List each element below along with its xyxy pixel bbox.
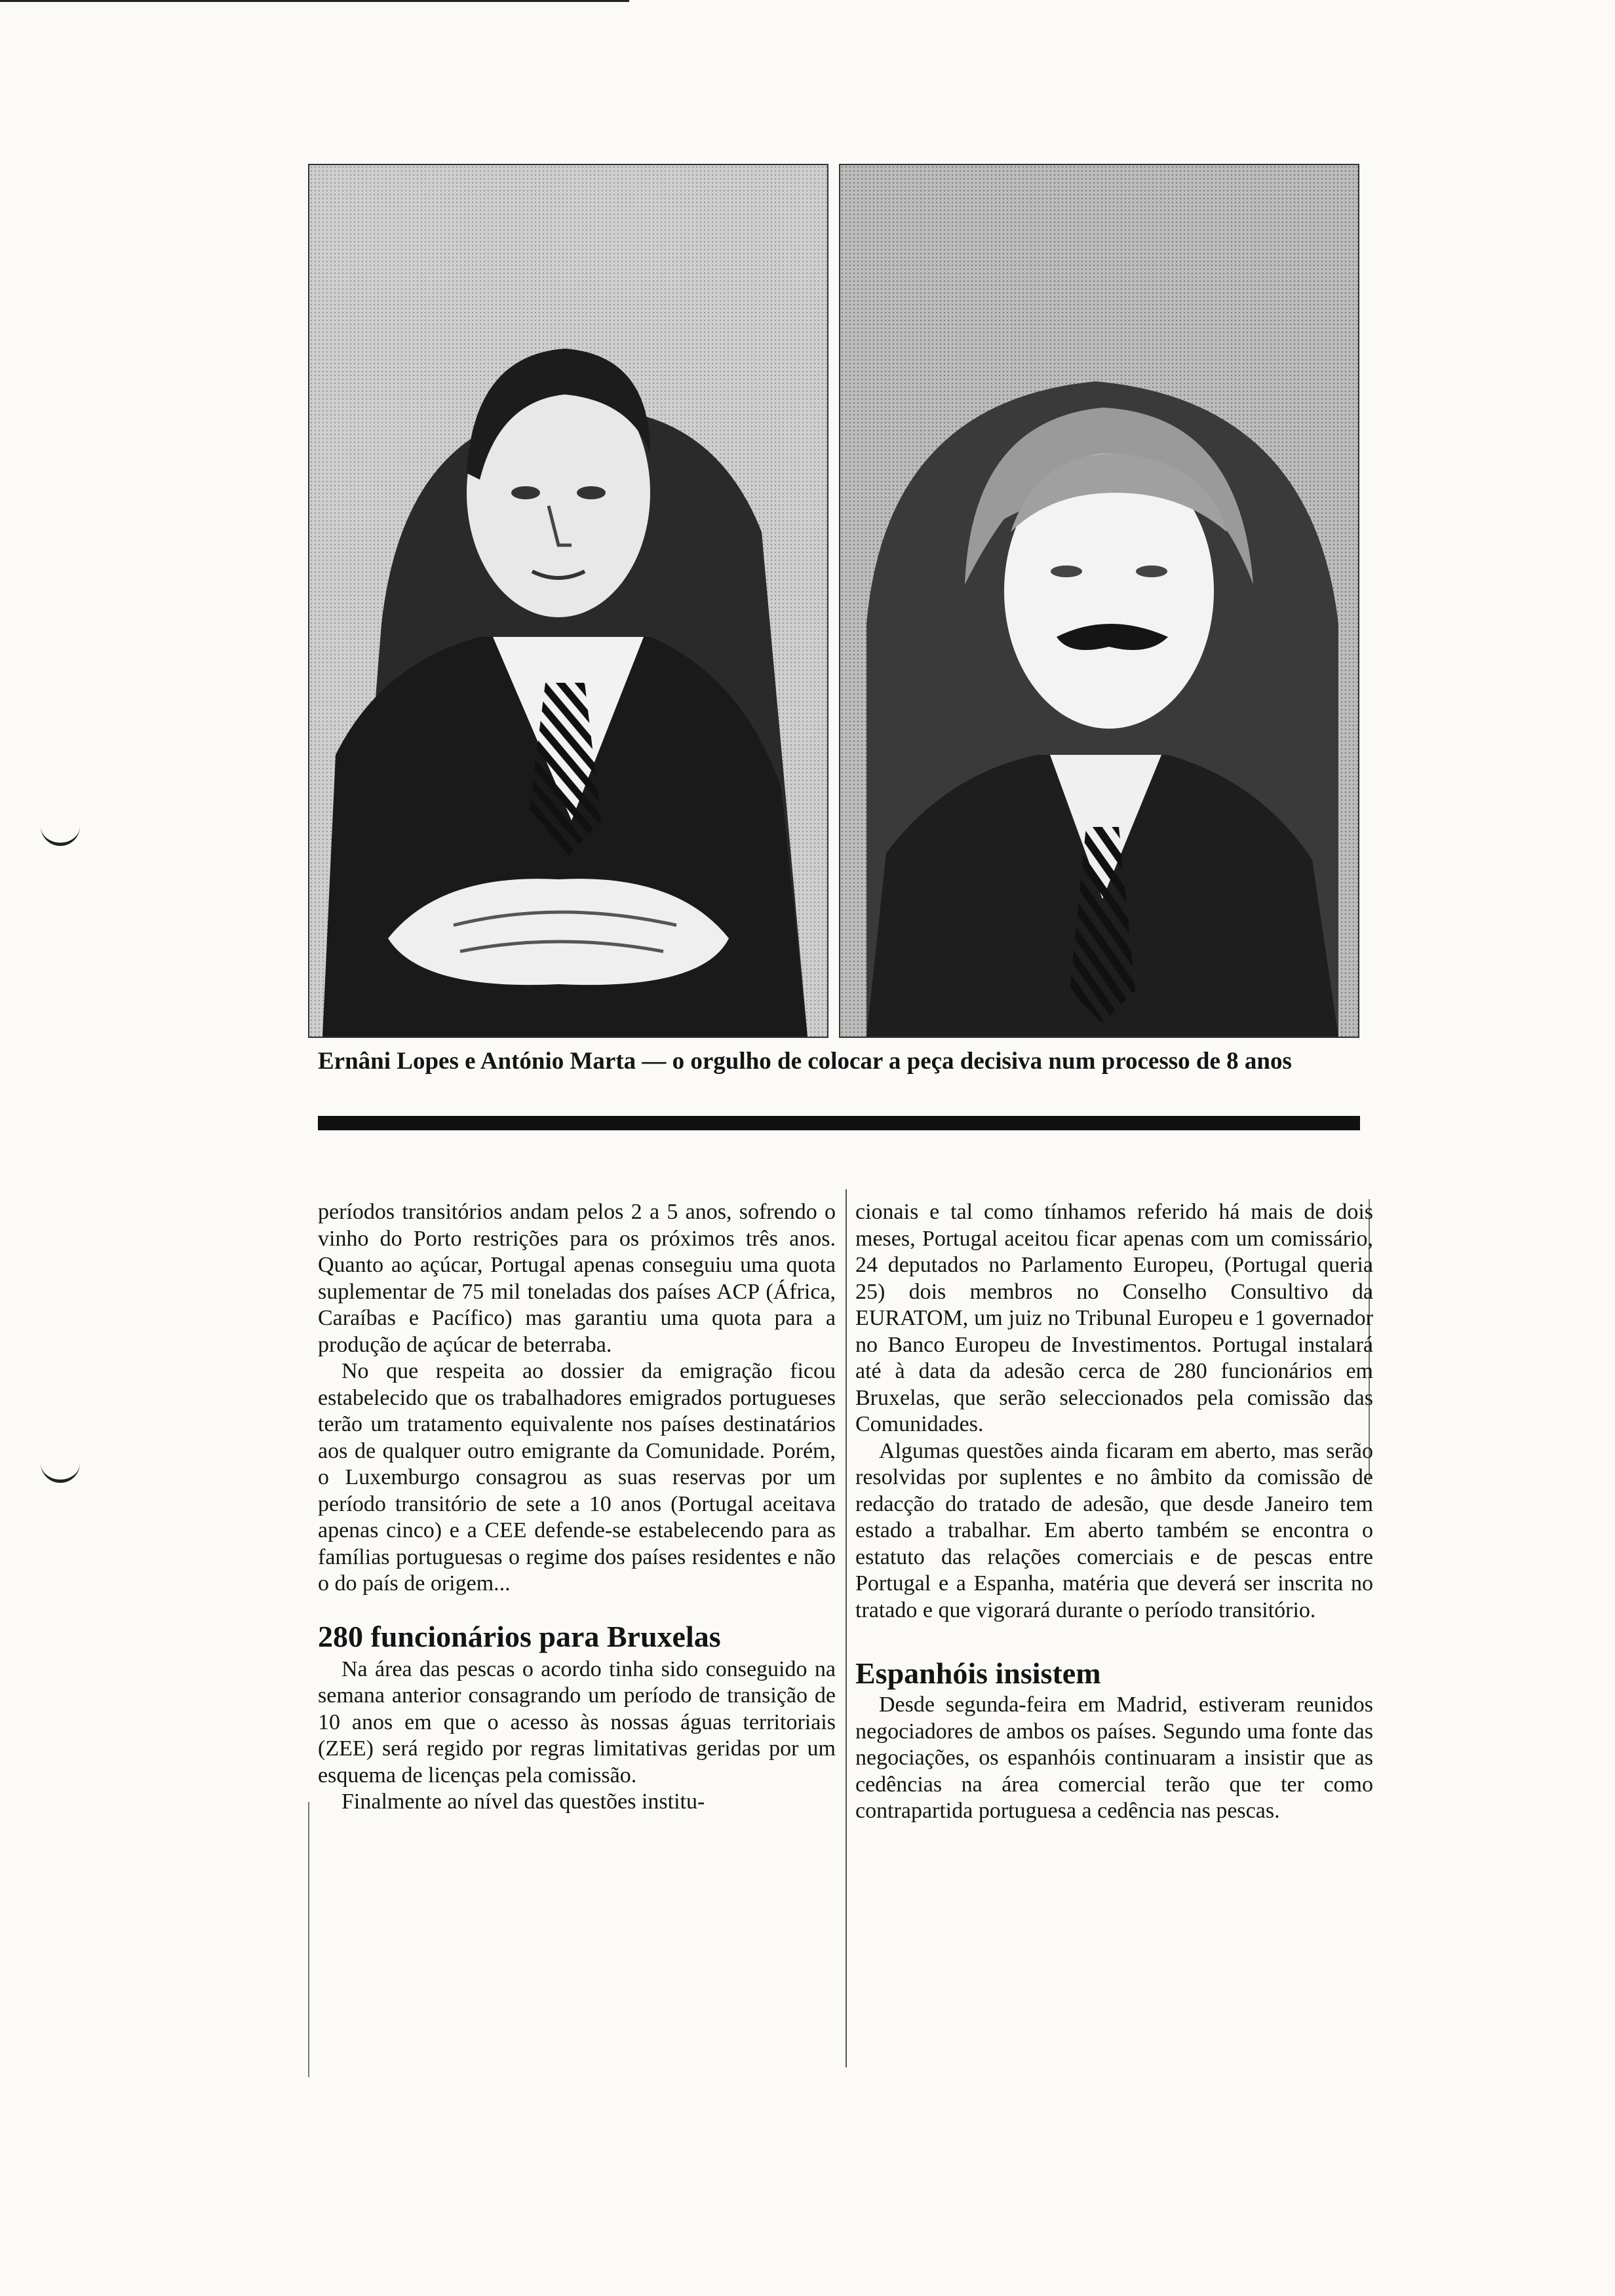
paragraph: Algumas questões ainda ficaram em aberto, mas serão resolvidas por suplentes e no âmbito da comissão de redacção do tratado de adesão, que desde Janeiro tem estado a trabalhar. Em aberto também se encontra o estatuto das relações comerciais e de pescas entre Portugal e a Espanha, matéria que deverá ser inscrita no tratado e que vigorará durante o período transitório.: [855, 1438, 1373, 1622]
paragraph: cionais e tal como tínhamos referido há mais de dois meses, Portugal aceitou ficar apenas com um comissário, 24 deputados no Parlamento Europeu, (Portugal queria 25) dois membros no Conselho Consultivo da EURATOM, um juiz no Tribunal Europeu e 1 governador no Banco Europeu de Investimentos. Portugal instalará até à data da adesão cerca de 280 funcionários em Bruxelas, que serão seleccionados pela comissão das Comunidades.: [855, 1200, 1373, 1436]
paragraph: Finalmente ao nível das questões institu-: [341, 1789, 705, 1814]
photo-antonio-marta: [839, 164, 1359, 1038]
hole-punch-mark-upper: [41, 824, 80, 846]
paragraph: Desde segunda-feira em Madrid, estiveram reunidos negociadores de ambos os países. Segundo uma fonte das negociações, os espanhóis continuaram a insistir que as cedências na área comercial terão que ter como contrapartida portuguesa a cedência nas pescas.: [855, 1693, 1373, 1823]
photo-ernani-lopes: [308, 164, 828, 1038]
paragraph: No que respeita ao dossier da emigração ficou estabelecido que os trabalhadores emigrados portugueses terão um tratamento equivalente nos países destinatários aos de qualquer outro emigrante da Comunidade. Porém, o Luxemburgo consagrou as suas reservas por um período transitório de sete a 10 anos (Portugal aceitava apenas cinco) e a CEE defende-se estabelecendo para as famílias portuguesas o regime dos países residentes e não o do país de origem...: [318, 1359, 836, 1596]
paragraph: períodos transitórios andam pelos 2 a 5 anos, sofrendo o vinho do Porto restrições para os próximos três anos. Quanto ao açúcar, Portugal apenas conseguiu uma quota suplementar de 75 mil toneladas dos países ACP (África, Caraíbas e Pacífico) mas garantiu uma quota para a produção de açúcar de beterraba.: [318, 1200, 836, 1357]
column-divider: [846, 1189, 847, 2067]
subheading-espanhois: Espanhóis insistem: [855, 1656, 1101, 1690]
top-edge-rule: [0, 0, 629, 2]
article-column-right: [855, 1199, 1373, 1825]
section-divider-rule: [318, 1116, 1360, 1130]
portrait-illustration-right: [840, 165, 1358, 1037]
subheading-funcionarios: 280 funcionários para Bruxelas: [318, 1619, 721, 1653]
portrait-illustration-left: [309, 165, 827, 1037]
hole-punch-mark-lower: [41, 1461, 80, 1483]
article-column-left: [318, 1199, 836, 1816]
left-margin-rule: [308, 1802, 309, 2077]
paragraph: Na área das pescas o acordo tinha sido conseguido na semana anterior consagrando um período de transição de 10 anos em que o acesso às nossas águas territoriais (ZEE) será regido por regras limitativas geridas por um esquema de licenças pela comissão.: [318, 1656, 836, 1788]
photo-caption: Ernâni Lopes e António Marta — o orgulho de colocar a peça decisiva num processo de 8 anos: [318, 1048, 1292, 1075]
